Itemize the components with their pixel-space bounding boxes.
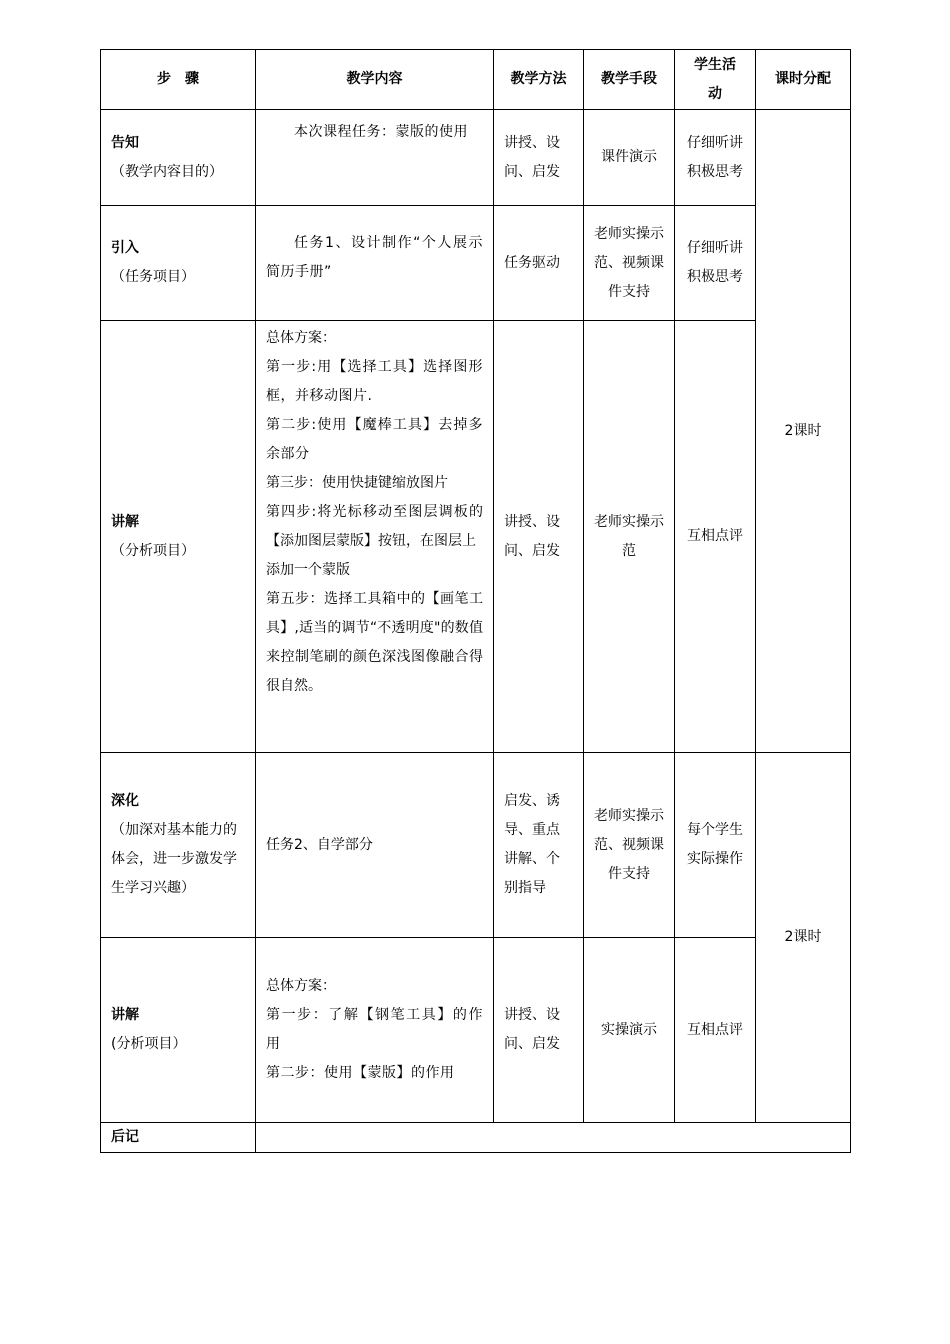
footer-label-cell <box>101 1123 256 1153</box>
content-line: 任务1、设计制作“个人展示简历手册” <box>266 235 483 280</box>
content-line: 第四步:将光标移动至图层调板的【添加图层蒙版】按钮，在图层上 <box>266 504 483 549</box>
means-cell: 老师实操示范、视频课件支持 <box>584 206 675 321</box>
step-cell <box>101 938 256 1123</box>
header-activity: 学生活动 <box>675 50 756 110</box>
footer-row <box>101 1123 851 1153</box>
content-line: 第五步：选择工具箱中的【画笔工具】,适当的调节“不透明度"的数值来控制笔刷的颜色深浅图像融合得很自然。 <box>266 591 483 694</box>
step-sub: （教学内容目的） <box>111 163 223 180</box>
method-cell: 讲授、设问、启发 <box>494 938 584 1123</box>
step-sub: （加深对基本能力的体会，进一步激发学生学习兴趣） <box>111 822 237 896</box>
step-cell <box>101 753 256 938</box>
header-means: 教学手段 <box>584 50 675 110</box>
step-cell <box>101 206 256 321</box>
step-name: 讲解 <box>111 1007 139 1023</box>
header-method: 教学方法 <box>494 50 584 110</box>
means-cell: 老师实操示范、视频课件支持 <box>584 753 675 938</box>
content-line: 第一步：了解【钢笔工具】的作用 <box>266 1007 483 1052</box>
content-line: 添加一个蒙版 <box>266 562 350 578</box>
table-row <box>101 206 851 321</box>
step-name: 深化 <box>111 793 139 809</box>
content-line: 第三步：使用快捷键缩放图片 <box>266 475 448 491</box>
header-hours: 课时分配 <box>756 50 851 110</box>
table-row <box>101 321 851 753</box>
means-cell: 老师实操示范 <box>584 321 675 753</box>
content-line: 第二步:使用【魔棒工具】去掉多余部分 <box>266 417 483 462</box>
means-cell: 实操演示 <box>584 938 675 1123</box>
content-line: 第一步:用【选择工具】选择图形框，并移动图片. <box>266 359 483 404</box>
content-line: 任务2、自学部分 <box>266 836 373 853</box>
activity-cell: 互相点评 <box>675 938 756 1123</box>
content-line: 本次课程任务：蒙版的使用 <box>294 124 468 140</box>
header-row <box>101 50 851 110</box>
method-cell: 任务驱动 <box>494 206 584 321</box>
header-content: 教学内容 <box>256 50 494 110</box>
activity-cell: 仔细听讲积极思考 <box>675 110 756 206</box>
hours-cell: 2课时 <box>756 110 851 753</box>
step-name: 告知 <box>111 134 139 151</box>
content-line: 总体方案： <box>266 978 336 994</box>
hours-cell: 2课时 <box>756 753 851 1123</box>
step-cell <box>101 321 256 753</box>
header-step: 步 骤 <box>101 50 256 110</box>
step-name: 讲解 <box>111 513 139 530</box>
footer-value <box>256 1123 851 1153</box>
content-cell <box>256 206 494 321</box>
footer-label: 后记 <box>111 1129 139 1145</box>
activity-cell: 仔细听讲积极思考 <box>675 206 756 321</box>
content-line: 第二步：使用【蒙版】的作用 <box>266 1065 455 1081</box>
content-line: 总体方案： <box>266 330 336 346</box>
lesson-plan-table <box>100 49 851 1153</box>
activity-cell: 每个学生实际操作 <box>675 753 756 938</box>
table-row <box>101 938 851 1123</box>
step-cell <box>101 110 256 206</box>
step-sub: （任务项目） <box>111 269 195 285</box>
means-cell: 课件演示 <box>584 110 675 206</box>
method-cell: 讲授、设问、启发 <box>494 321 584 753</box>
content-cell <box>256 321 494 753</box>
table-row <box>101 110 851 206</box>
method-cell: 讲授、设问、启发 <box>494 110 584 206</box>
step-sub: （分析项目） <box>111 542 195 559</box>
method-cell: 启发、诱导、重点讲解、个别指导 <box>494 753 584 938</box>
content-cell <box>256 938 494 1123</box>
step-name: 引入 <box>111 240 139 256</box>
content-cell <box>256 110 494 206</box>
content-cell <box>256 753 494 938</box>
step-sub: (分析项目） <box>111 1036 187 1052</box>
activity-cell: 互相点评 <box>675 321 756 753</box>
table-row <box>101 753 851 938</box>
